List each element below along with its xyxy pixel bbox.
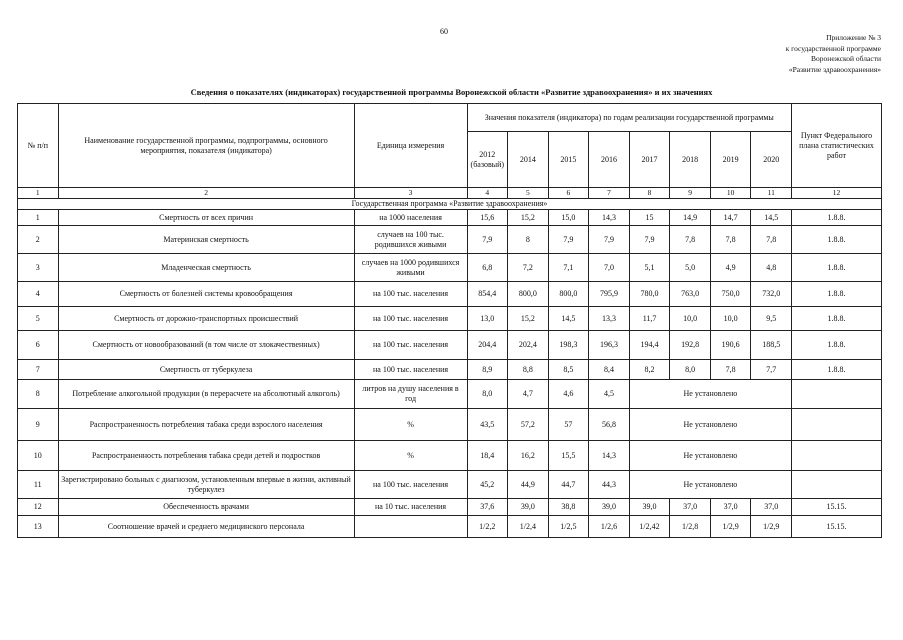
appendix-line: «Развитие здравоохранения» <box>788 64 881 74</box>
row-num: 5 <box>18 307 59 331</box>
row-value: 1/2,9 <box>751 516 792 538</box>
row-value: 18,4 <box>467 441 508 471</box>
row-value: 14,3 <box>589 441 630 471</box>
row-value: 16,2 <box>508 441 549 471</box>
row-point: 1.8.8. <box>792 331 882 360</box>
row-value: 1/2,8 <box>670 516 711 538</box>
row-value: 56,8 <box>589 409 630 441</box>
column-number: 5 <box>508 188 549 199</box>
row-value: 188,5 <box>751 331 792 360</box>
row-value: 204,4 <box>467 331 508 360</box>
row-value: 39,0 <box>508 499 549 516</box>
row-value: 1/2,2 <box>467 516 508 538</box>
not-set-cell: Не установлено <box>629 441 791 471</box>
row-value: 7,2 <box>508 254 549 282</box>
column-number: 1 <box>18 188 59 199</box>
row-value: 39,0 <box>589 499 630 516</box>
row-value: 13,3 <box>589 307 630 331</box>
table-row <box>18 210 882 226</box>
appendix-line: Воронежской области <box>811 54 881 63</box>
section-title: Государственная программа «Развитие здравоохранения» <box>18 199 882 210</box>
row-point <box>792 409 882 441</box>
row-value: 44,7 <box>548 471 589 499</box>
header-row <box>18 104 882 132</box>
not-set-cell: Не установлено <box>629 380 791 409</box>
row-num: 13 <box>18 516 59 538</box>
row-value: 8,8 <box>508 360 549 380</box>
row-unit: случаев на 1000 родившихся живыми <box>354 254 467 282</box>
row-value: 732,0 <box>751 282 792 307</box>
header-year: 2017 <box>629 132 670 188</box>
row-num: 12 <box>18 499 59 516</box>
row-value: 4,6 <box>548 380 589 409</box>
row-num: 1 <box>18 210 59 226</box>
table-row <box>18 226 882 254</box>
row-num: 6 <box>18 331 59 360</box>
row-point: 1.8.8. <box>792 210 882 226</box>
row-value: 1/2,42 <box>629 516 670 538</box>
document-title: Сведения о показателях (индикаторах) государственной программы Воронежской области «Развитие здравоохранения» и их значениях <box>190 87 713 97</box>
row-value: 190,6 <box>710 331 751 360</box>
appendix-note <box>786 33 881 75</box>
table-row <box>18 380 882 409</box>
header-year: 2012 (базовый) <box>467 132 508 188</box>
row-value: 37,6 <box>467 499 508 516</box>
row-value: 8,0 <box>467 380 508 409</box>
row-num: 10 <box>18 441 59 471</box>
row-value: 10,0 <box>710 307 751 331</box>
row-value: 15,6 <box>467 210 508 226</box>
column-number: 7 <box>589 188 630 199</box>
row-point: 1.8.8. <box>792 307 882 331</box>
row-name: Смертность от новообразований (в том числе от злокачественных) <box>58 331 354 360</box>
row-name: Смертность от дорожно-транспортных происшествий <box>58 307 354 331</box>
row-name: Обеспеченность врачами <box>58 499 354 516</box>
row-value: 14,9 <box>670 210 711 226</box>
row-value: 202,4 <box>508 331 549 360</box>
row-value: 7,9 <box>589 226 630 254</box>
row-name: Смертность от болезней системы кровообращения <box>58 282 354 307</box>
row-num: 2 <box>18 226 59 254</box>
row-point <box>792 441 882 471</box>
row-num: 9 <box>18 409 59 441</box>
row-value: 11,7 <box>629 307 670 331</box>
row-value: 37,0 <box>710 499 751 516</box>
row-unit: литров на душу населения в год <box>354 380 467 409</box>
row-name: Смертность от туберкулеза <box>58 360 354 380</box>
row-value: 800,0 <box>548 282 589 307</box>
row-point: 1.8.8. <box>792 282 882 307</box>
column-number: 10 <box>710 188 751 199</box>
row-value: 196,3 <box>589 331 630 360</box>
column-number: 12 <box>792 188 882 199</box>
column-number: 6 <box>548 188 589 199</box>
row-value: 1/2,5 <box>548 516 589 538</box>
row-num: 11 <box>18 471 59 499</box>
appendix-line: к государственной программе <box>785 43 881 53</box>
column-number: 8 <box>629 188 670 199</box>
row-value: 39,0 <box>629 499 670 516</box>
row-point <box>792 471 882 499</box>
row-value: 4,5 <box>589 380 630 409</box>
row-value: 8,4 <box>589 360 630 380</box>
row-value: 8,2 <box>629 360 670 380</box>
row-value: 198,3 <box>548 331 589 360</box>
row-unit: на 100 тыс. населения <box>354 331 467 360</box>
header-values-group: Значения показателя (индикатора) по годам реализации государственной программы <box>467 104 792 132</box>
row-value: 10,0 <box>670 307 711 331</box>
row-value: 9,5 <box>751 307 792 331</box>
row-value: 5,1 <box>629 254 670 282</box>
row-unit: на 100 тыс. населения <box>354 360 467 380</box>
row-value: 13,0 <box>467 307 508 331</box>
row-value: 7,0 <box>589 254 630 282</box>
row-value: 8,0 <box>670 360 711 380</box>
row-value: 7,9 <box>467 226 508 254</box>
row-unit: на 100 тыс. населения <box>354 307 467 331</box>
table-row <box>18 516 882 538</box>
row-value: 15,2 <box>508 307 549 331</box>
row-value: 1/2,9 <box>710 516 751 538</box>
header-point: Пункт Федерального плана статистических работ <box>792 104 882 188</box>
row-value: 8,5 <box>548 360 589 380</box>
table-row <box>18 282 882 307</box>
row-name: Распространенность потребления табака среди детей и подростков <box>58 441 354 471</box>
row-value: 1/2,4 <box>508 516 549 538</box>
row-unit: % <box>354 409 467 441</box>
row-value: 8 <box>508 226 549 254</box>
table-row <box>18 307 882 331</box>
row-value: 7,9 <box>629 226 670 254</box>
row-value: 7,8 <box>710 226 751 254</box>
row-value: 44,9 <box>508 471 549 499</box>
row-value: 780,0 <box>629 282 670 307</box>
row-value: 800,0 <box>508 282 549 307</box>
row-value: 7,9 <box>548 226 589 254</box>
row-value: 750,0 <box>710 282 751 307</box>
row-value: 37,0 <box>751 499 792 516</box>
header-num: № п/п <box>18 104 59 188</box>
not-set-cell: Не установлено <box>629 471 791 499</box>
row-value: 14,3 <box>589 210 630 226</box>
header-year: 2020 <box>751 132 792 188</box>
row-value: 15,0 <box>548 210 589 226</box>
header-year: 2019 <box>710 132 751 188</box>
row-value: 4,7 <box>508 380 549 409</box>
row-value: 14,7 <box>710 210 751 226</box>
column-number: 4 <box>467 188 508 199</box>
row-value: 44,3 <box>589 471 630 499</box>
row-value: 57,2 <box>508 409 549 441</box>
row-num: 7 <box>18 360 59 380</box>
not-set-cell: Не установлено <box>629 409 791 441</box>
row-value: 4,8 <box>751 254 792 282</box>
table-row <box>18 409 882 441</box>
row-value: 192,8 <box>670 331 711 360</box>
row-num: 4 <box>18 282 59 307</box>
row-point: 1.8.8. <box>792 226 882 254</box>
row-name: Материнская смертность <box>58 226 354 254</box>
indicators-table <box>17 103 882 538</box>
header-year: 2015 <box>548 132 589 188</box>
page-number: 60 <box>440 27 448 36</box>
row-value: 795,9 <box>589 282 630 307</box>
row-value: 14,5 <box>548 307 589 331</box>
row-value: 8,9 <box>467 360 508 380</box>
row-value: 43,5 <box>467 409 508 441</box>
row-value: 7,1 <box>548 254 589 282</box>
row-name: Младенческая смертность <box>58 254 354 282</box>
column-number: 3 <box>354 188 467 199</box>
row-value: 194,4 <box>629 331 670 360</box>
table-row <box>18 499 882 516</box>
row-unit: на 100 тыс. населения <box>354 471 467 499</box>
row-unit <box>354 516 467 538</box>
column-number: 9 <box>670 188 711 199</box>
row-value: 763,0 <box>670 282 711 307</box>
row-value: 15 <box>629 210 670 226</box>
row-value: 854,4 <box>467 282 508 307</box>
row-value: 15,2 <box>508 210 549 226</box>
row-value: 7,8 <box>751 226 792 254</box>
row-unit: на 1000 населения <box>354 210 467 226</box>
row-value: 7,7 <box>751 360 792 380</box>
row-name: Смертность от всех причин <box>58 210 354 226</box>
row-value: 4,9 <box>710 254 751 282</box>
table-row <box>18 471 882 499</box>
row-value: 37,0 <box>670 499 711 516</box>
column-number: 2 <box>58 188 354 199</box>
header-name: Наименование государственной программы, подпрограммы, основного мероприятия, показателя (индикатора) <box>58 104 354 188</box>
row-point: 15.15. <box>792 499 882 516</box>
row-value: 7,8 <box>670 226 711 254</box>
row-name: Распространенность потребления табака среди взрослого населения <box>58 409 354 441</box>
table-row <box>18 331 882 360</box>
row-point <box>792 380 882 409</box>
header-year: 2014 <box>508 132 549 188</box>
row-point: 15.15. <box>792 516 882 538</box>
column-numbers-row <box>18 188 882 199</box>
header-unit: Единица измерения <box>354 104 467 188</box>
row-unit: случаев на 100 тыс. родившихся живыми <box>354 226 467 254</box>
row-value: 45,2 <box>467 471 508 499</box>
row-point: 1.8.8. <box>792 254 882 282</box>
row-unit: на 100 тыс. населения <box>354 282 467 307</box>
section-row <box>18 199 882 210</box>
header-year: 2018 <box>670 132 711 188</box>
row-name: Потребление алкогольной продукции (в перерасчете на абсолютный алкоголь) <box>58 380 354 409</box>
row-name: Зарегистрировано больных с диагнозом, установленным впервые в жизни, активный туберкулез <box>58 471 354 499</box>
row-name: Соотношение врачей и среднего медицинского персонала <box>58 516 354 538</box>
row-value: 5,0 <box>670 254 711 282</box>
row-num: 3 <box>18 254 59 282</box>
appendix-line: Приложение № 3 <box>826 33 881 42</box>
column-number: 11 <box>751 188 792 199</box>
table-row <box>18 441 882 471</box>
table-row <box>18 360 882 380</box>
row-value: 15,5 <box>548 441 589 471</box>
row-point: 1.8.8. <box>792 360 882 380</box>
row-num: 8 <box>18 380 59 409</box>
row-unit: на 10 тыс. населения <box>354 499 467 516</box>
table-row <box>18 254 882 282</box>
row-value: 7,8 <box>710 360 751 380</box>
row-value: 57 <box>548 409 589 441</box>
row-value: 38,8 <box>548 499 589 516</box>
row-unit: % <box>354 441 467 471</box>
row-value: 1/2,6 <box>589 516 630 538</box>
row-value: 6,8 <box>467 254 508 282</box>
row-value: 14,5 <box>751 210 792 226</box>
header-year: 2016 <box>589 132 630 188</box>
